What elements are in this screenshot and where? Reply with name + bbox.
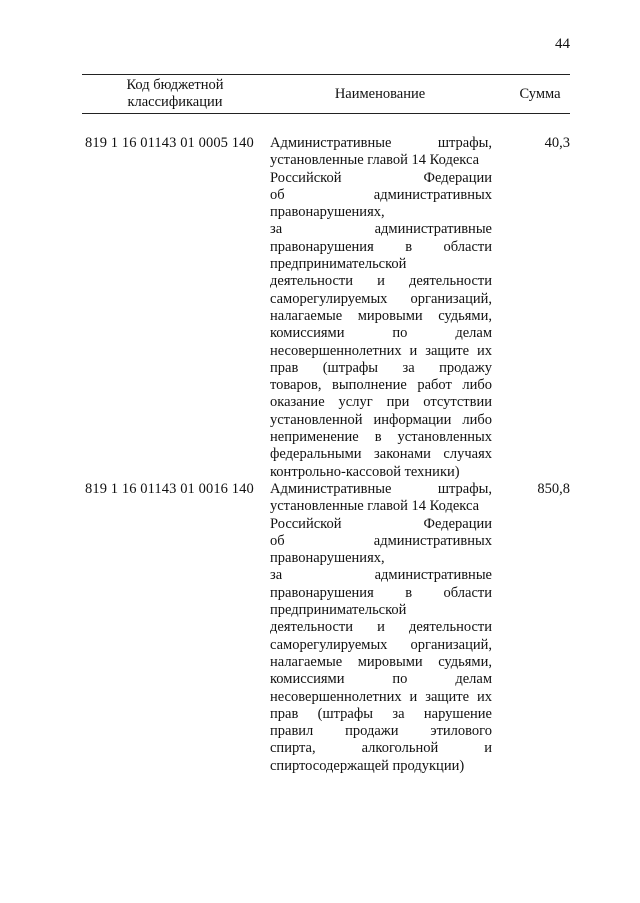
name-line: Российской Федерации [270, 515, 492, 532]
name-line: предпринимательской [270, 256, 407, 273]
name-line: спирта, алкогольной и [270, 740, 492, 757]
name-line: несовершеннолетних и защите их [270, 342, 492, 359]
name-line: оказание услуг при отсутствии [270, 394, 492, 411]
name-line: неприменение в установленных [270, 429, 492, 446]
name-line: деятельности и деятельности [270, 273, 492, 290]
name-line: комиссиями по делам [270, 325, 492, 342]
row-1-name [270, 135, 492, 481]
column-header-name: Наименование [334, 86, 426, 102]
column-header-sum: Сумма [519, 86, 561, 102]
name-line: комиссиями по делам [270, 671, 492, 688]
name-line: правонарушениях, [270, 204, 385, 221]
name-line: спиртосодержащей продукции) [270, 757, 465, 774]
name-line: Административные штрафы, [270, 135, 492, 151]
name-line: налагаемые мировыми судьями, [270, 307, 492, 324]
name-line: федеральными законами случаях [270, 446, 492, 463]
name-line: саморегулируемых организаций, [270, 290, 492, 307]
name-line: прав (штрафы за продажу [270, 359, 492, 376]
name-line: несовершеннолетних и защите их [270, 688, 492, 705]
name-line: за административные [270, 567, 492, 584]
row-2-code: 819 1 16 01143 01 0016 140 [85, 481, 254, 497]
name-line: об административных [270, 186, 492, 203]
name-line: правил продажи этилового [270, 723, 492, 740]
table-header-top-rule [82, 74, 570, 75]
table-header-bottom-rule [82, 113, 570, 114]
name-line: установленные главой 14 Кодекса [270, 152, 480, 169]
name-line: об административных [270, 532, 492, 549]
name-line: установленной информации либо [270, 411, 492, 428]
name-line: установленные главой 14 Кодекса [270, 498, 480, 515]
row-1-code: 819 1 16 01143 01 0005 140 [85, 135, 254, 151]
row-2-sum: 850,8 [537, 481, 570, 497]
name-line: правонарушения в области [270, 238, 492, 255]
name-line: за административные [270, 221, 492, 238]
name-line: предпринимательской [270, 602, 407, 619]
name-line: саморегулируемых организаций, [270, 636, 492, 653]
name-line: товаров, выполнение работ либо [270, 377, 492, 394]
name-line: прав (штрафы за нарушение [270, 705, 492, 722]
name-line: Административные штрафы, [270, 481, 492, 497]
name-line: правонарушениях, [270, 550, 385, 567]
column-header-code-line: Код бюджетной [126, 77, 224, 93]
name-line: деятельности и деятельности [270, 619, 492, 636]
name-line: Российской Федерации [270, 169, 492, 186]
name-line: налагаемые мировыми судьями, [270, 653, 492, 670]
row-2-name [270, 481, 492, 775]
page-number: 44 [555, 36, 570, 52]
row-1-sum: 40,3 [544, 135, 570, 151]
column-header-code-line: классификации [127, 94, 223, 111]
name-line: контрольно-кассовой техники) [270, 463, 460, 480]
name-line: правонарушения в области [270, 584, 492, 601]
column-header-code [95, 77, 255, 112]
